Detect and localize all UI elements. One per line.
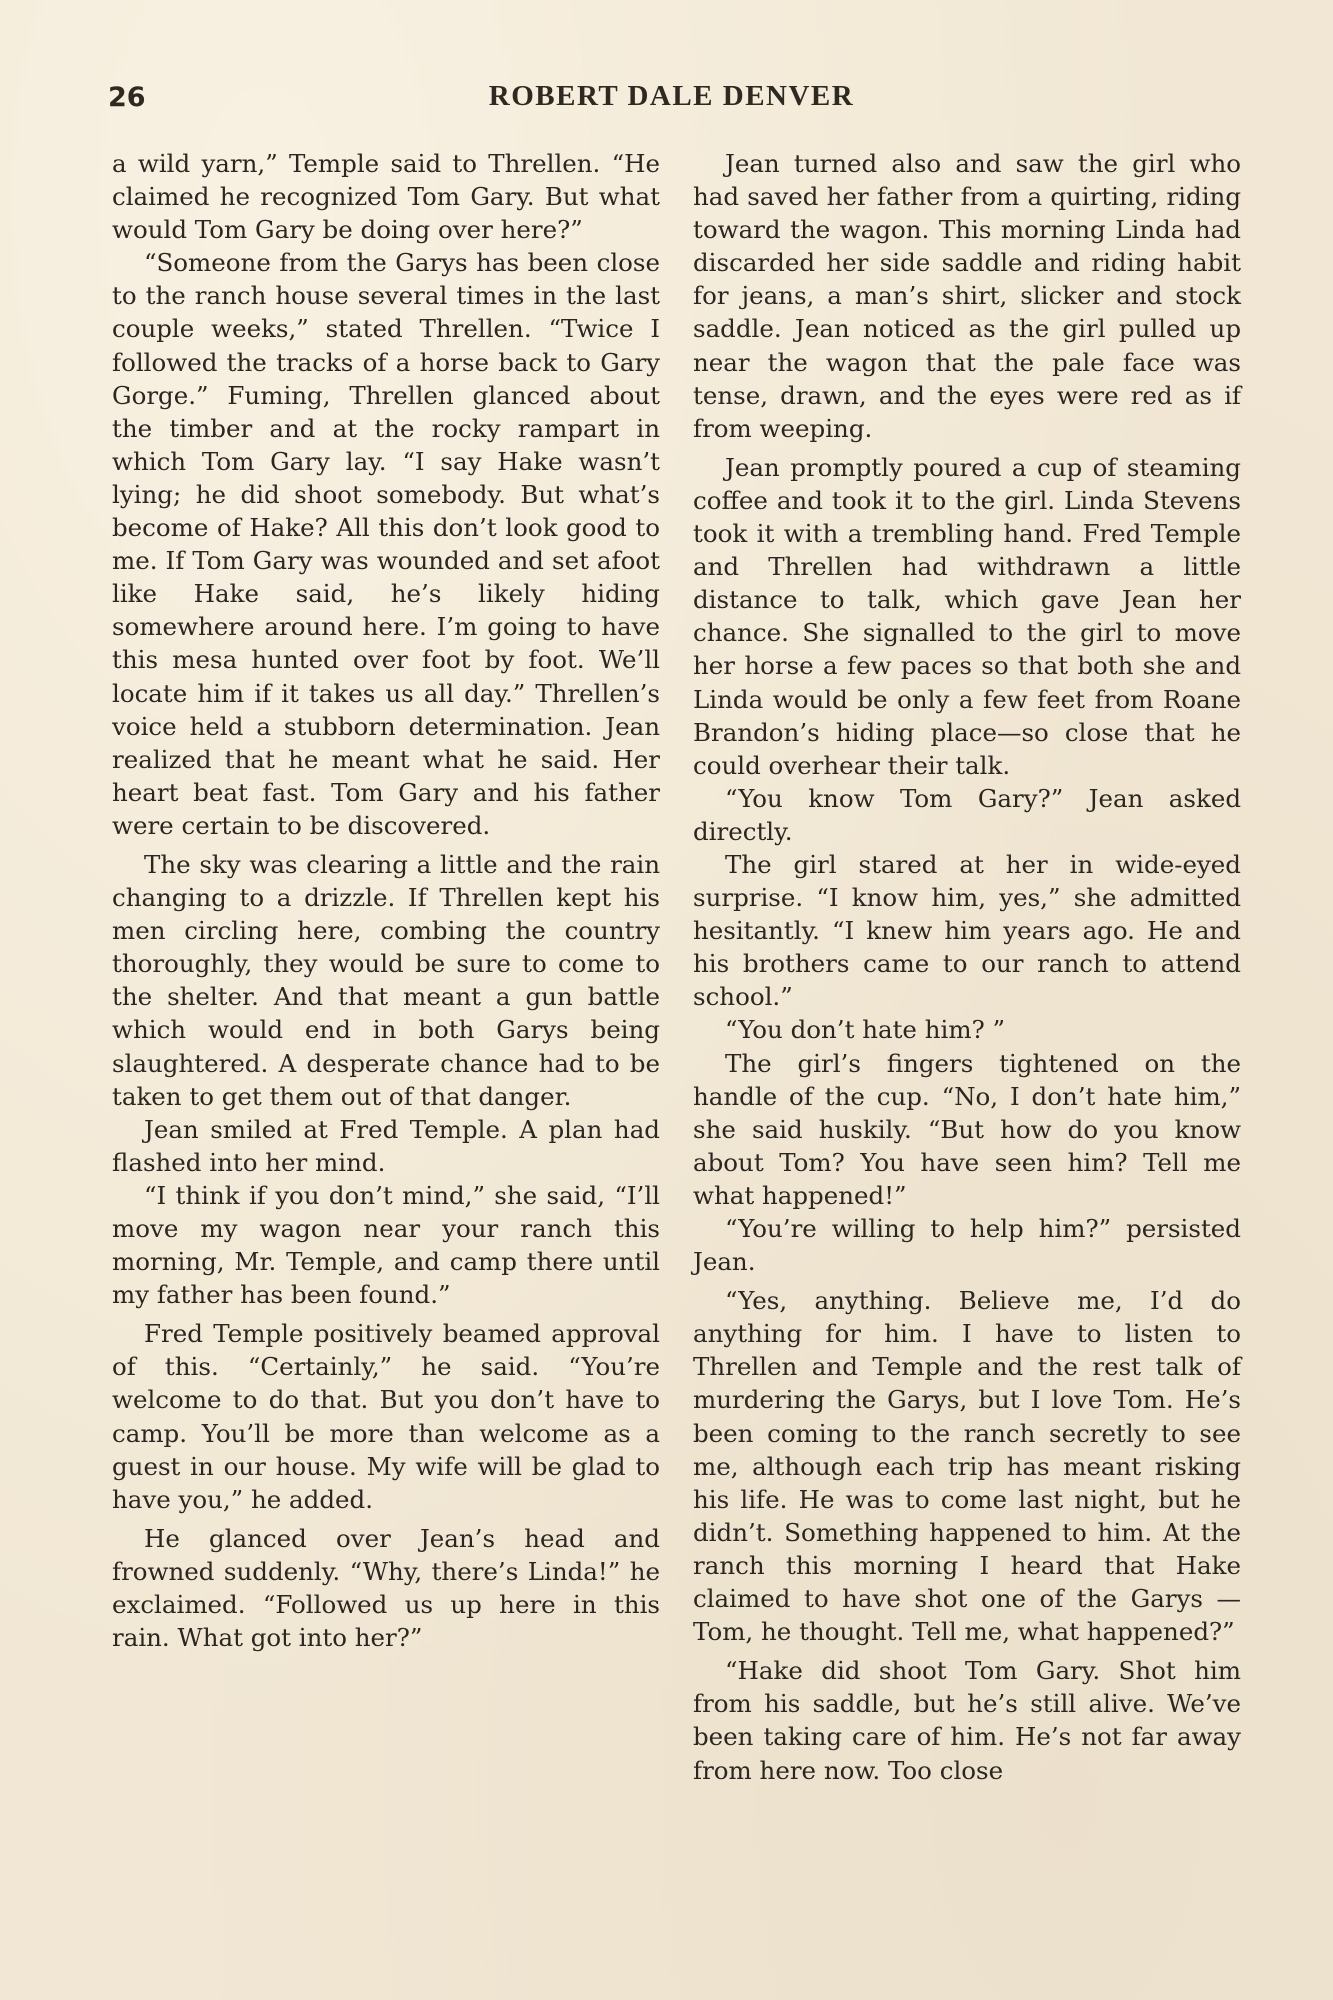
paragraph: “I think if you don’t mind,” she said, “I’ll move my wagon near your ranch this morning, Mr. Temple, and camp there until my father has been found.” (112, 1180, 660, 1310)
text-column-left (112, 147, 660, 1654)
paragraph: “You’re willing to help him?” persisted Jean. (693, 1214, 1241, 1277)
paragraph: a wild yarn,” Temple said to Threllen. “He claimed he recognized Tom Gary. But what would Tom Gary be doing over here?” (112, 149, 660, 245)
paragraph: Jean smiled at Fred Temple. A plan had flashed into her mind. (112, 1114, 660, 1177)
page-number: 26 (108, 82, 146, 113)
paragraph: “You know Tom Gary?” Jean asked directly. (693, 783, 1241, 846)
page-header (108, 78, 1235, 118)
paragraph: “Hake did shoot Tom Gary. Shot him from his saddle, but he’s still alive. We’ve been taking care of him. He’s not far away from here now. Too close (693, 1656, 1241, 1785)
paragraph: Fred Temple positively beamed approval of this. “Certainly,” he said. “You’re welcome to do that. But you don’t have to camp. You’ll be more than welcome as a guest in our house. My wife will be glad to have you,” he added. (112, 1319, 660, 1514)
paragraph: The girl stared at her in wide-eyed surprise. “I know him, yes,” she admitted hesitantly. “I knew him years ago. He and his brothers came to our ranch to attend school.” (693, 849, 1241, 1012)
paragraph: Jean turned also and saw the girl who had saved her father from a quirting, riding toward the wagon. This morning Linda had discarded her side saddle and riding habit for jeans, a man’s shirt, slicker and stock saddle. Jean noticed as the girl pulled up near the wagon that the pale face was tense, drawn, and the eyes were red as if from weeping. (693, 149, 1241, 443)
paragraph: He glanced over Jean’s head and frowned suddenly. “Why, there’s Linda!” he exclaimed. “Followed us up here in this rain. What got into her?” (112, 1523, 660, 1653)
paragraph: The sky was clearing a little and the rain changing to a drizzle. If Threllen kept his men circling here, combing the country thoroughly, they would be sure to come to the shelter. And that meant a gun battle which would end in both Garys being slaughtered. A desperate chance had to be taken to get them out of that danger. (112, 849, 660, 1111)
paragraph: “You don’t hate him? ” (725, 1015, 1006, 1045)
paragraph: The girl’s fingers tightened on the handle of the cup. “No, I don’t hate him,” she said huskily. “But how do you know about Tom? You have seen him? Tell me what happened!” (693, 1048, 1241, 1210)
paragraph: Jean promptly poured a cup of steaming coffee and took it to the girl. Linda Stevens took it with a trembling hand. Fred Temple and Threllen had withdrawn a little distance to talk, which gave Jean her chance. She signalled to the girl to move her horse a few paces so that both she and Linda would be only a few feet from Roane Brandon’s hiding place—so close that he could overhear their talk. (693, 452, 1241, 780)
running-head: ROBERT DALE DENVER (488, 80, 855, 112)
paragraph: “Yes, anything. Believe me, I’d do anything for him. I have to listen to Threllen and Temple and the rest talk of murdering the Garys, but I love Tom. He’s been coming to the ranch secretly to see me, although each trip has meant risking his life. He was to come last night, but he didn’t. Something happened to him. At the ranch this morning I heard that Hake claimed to have shot one of the Garys —Tom, he thought. Tell me, what happened?” (693, 1286, 1241, 1647)
paragraph: “Someone from the Garys has been close to the ranch house several times in the last couple weeks,” stated Threllen. “Twice I followed the tracks of a horse back to Gary Gorge.” Fuming, Threllen glanced about the timber and at the rocky rampart in which Tom Gary lay. “I say Hake wasn’t lying; he did shoot somebody. But what’s become of Hake? All this don’t look good to me. If Tom Gary was wounded and set afoot like Hake said, he’s likely hiding somewhere around here. I’m going to have this mesa hunted over foot by foot. We’ll locate him if it takes us all day.” Threllen’s voice held a stubborn determination. Jean realized that he meant what he said. Her heart beat fast. Tom Gary and his father were certain to be discovered. (112, 248, 660, 840)
text-column-right (693, 147, 1241, 1787)
